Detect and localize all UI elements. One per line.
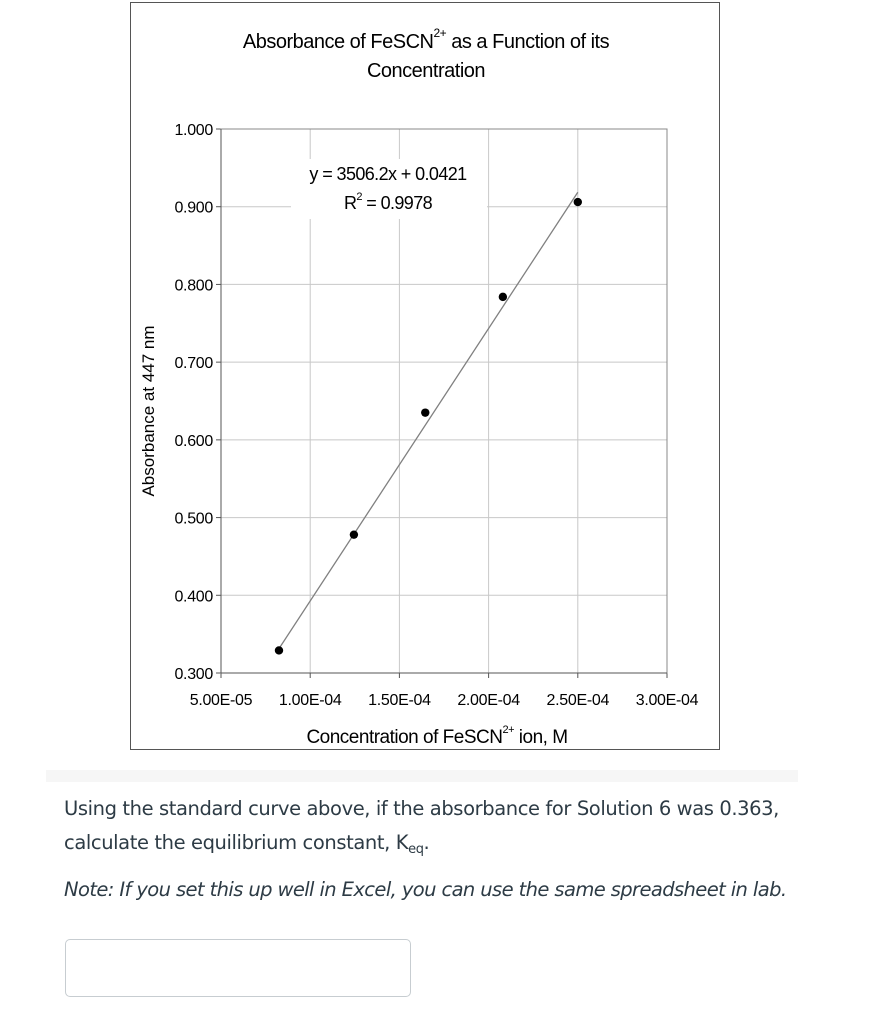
chart-frame xyxy=(130,2,720,750)
trendline-equation: y = 3506.2x + 0.0421 xyxy=(309,164,467,184)
chart-title-sup: 2+ xyxy=(433,26,447,40)
question-text xyxy=(64,792,804,860)
y-tick-label: 0.600 xyxy=(174,432,213,450)
chart-title-main: Absorbance of FeSCN xyxy=(242,31,434,53)
y-tick-label: 0.900 xyxy=(174,199,213,217)
y-tick-label: 0.300 xyxy=(174,666,213,683)
x-tick-label: 5.00E-05 xyxy=(189,692,253,709)
chart-title-line2: Concentration xyxy=(366,60,486,82)
y-tick-label: 0.500 xyxy=(174,510,213,528)
x-tick-label: 3.00E-04 xyxy=(635,692,699,709)
x-axis-label-tail: ion, M xyxy=(514,727,568,748)
chart-title-line1 xyxy=(243,26,610,53)
y-tick-label: 0.800 xyxy=(174,277,213,295)
x-axis-label xyxy=(306,724,567,748)
x-tick-label: 2.00E-04 xyxy=(457,692,520,709)
data-point xyxy=(499,293,507,301)
keq-subscript: eq xyxy=(408,842,424,857)
data-point xyxy=(350,530,358,538)
x-tick-label: 1.50E-04 xyxy=(368,692,431,709)
y-tick-label: 0.700 xyxy=(174,355,213,373)
y-tick-label: 1.000 xyxy=(174,122,213,139)
r2-r: R xyxy=(343,193,357,213)
x-tick-label: 1.00E-04 xyxy=(278,692,342,709)
question-body: Using the standard curve above, if the absorbance for Solution 6 was 0.363, calculate the equilibrium constant, K xyxy=(64,797,779,854)
chart xyxy=(131,3,721,751)
y-axis-label: Absorbance at 447 nm xyxy=(139,325,158,497)
r2-sup: 2 xyxy=(356,191,362,203)
data-points xyxy=(275,198,582,655)
x-axis-label-sup: 2+ xyxy=(502,724,515,736)
data-point xyxy=(421,408,429,416)
data-point xyxy=(275,646,283,654)
x-tick-label: 2.50E-04 xyxy=(546,692,610,709)
y-tick-label: 0.400 xyxy=(174,588,213,606)
chart-title-tail: as a Function of its xyxy=(446,31,610,53)
x-axis-label-main: Concentration of FeSCN xyxy=(306,727,503,748)
question-paragraph xyxy=(64,792,804,860)
data-point xyxy=(574,198,582,206)
note-text: Note: If you set this up well in Excel, you can use the same spreadsheet in lab. xyxy=(64,878,787,901)
r2-value: = 0.9978 xyxy=(361,193,433,213)
trendline xyxy=(278,192,578,650)
answer-input[interactable] xyxy=(65,939,411,997)
question-end: . xyxy=(423,831,430,854)
separator xyxy=(46,770,798,782)
trendline-group xyxy=(278,192,578,650)
